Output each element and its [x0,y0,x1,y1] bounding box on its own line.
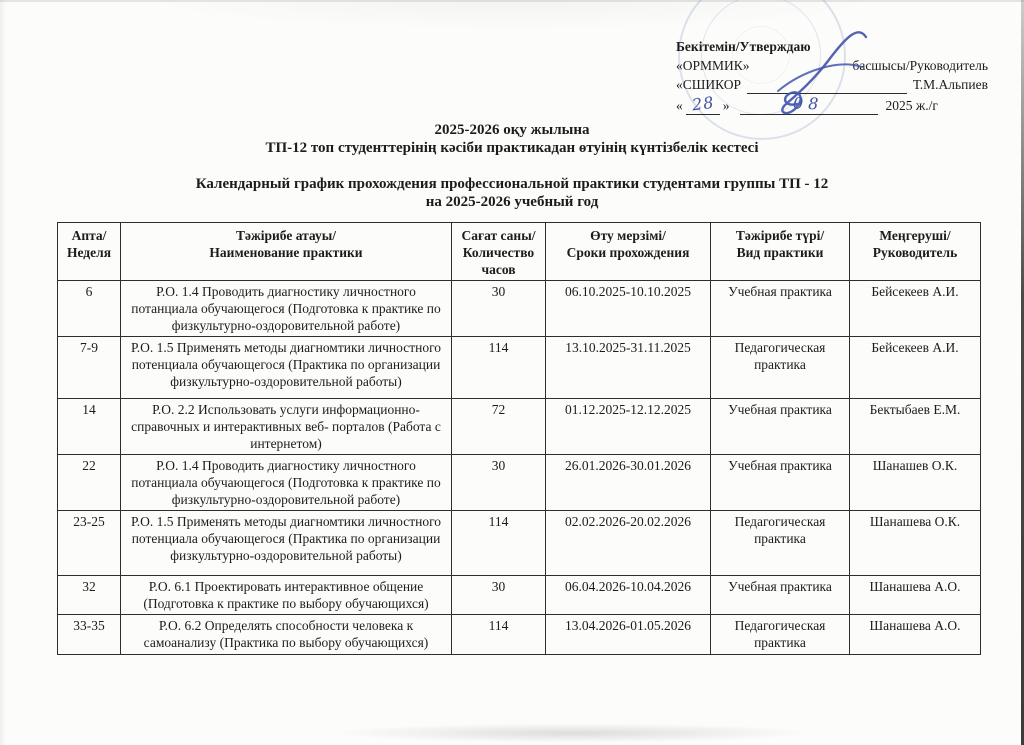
cell-supervisor: Бейсекеев А.И. [850,281,981,337]
title-kz-line1: 2025-2026 оқу жылына [434,122,590,138]
org-name-kz: «ОРММИК» [676,58,750,73]
header-hours: Сағат саны/ Количество часов [452,223,546,281]
cell-hours: 114 [452,511,546,576]
cell-hours: 114 [452,615,546,655]
cell-name: Р.О. 1.5 Применять методы диагномтики личностного потенциала обучающегося (Практика по организации физкультурно-оздоровительной работы) [121,511,452,576]
cell-supervisor: Бейсекеев А.И. [850,337,981,399]
cell-week: 14 [58,399,121,455]
document-titles [0,121,1024,211]
org-head-label: басшысы/Руководитель [852,58,988,73]
title-spacer [0,157,1024,175]
title-ru-line2: на 2025-2026 учебный год [425,194,599,210]
scan-edge-top [0,0,1024,2]
cell-week: 7-9 [58,337,121,399]
handwritten-month: 08 [792,93,824,114]
table-row [58,281,981,337]
cell-name: Р.О. 1.4 Проводить диагностику личностного потанциала обучающегося (Подготовка к практике по физкультурно-оздоровительной работе) [121,455,452,511]
cell-dates: 13.10.2025-31.11.2025 [546,337,711,399]
cell-dates: 06.10.2025-10.10.2025 [546,281,711,337]
practice-schedule-table [57,222,981,655]
director-name: Т.М.Альпиев [912,77,988,92]
cell-supervisor: Бектыбаев Е.М. [850,399,981,455]
cell-week: 22 [58,455,121,511]
cell-dates: 13.04.2026-01.05.2026 [546,615,711,655]
cell-name: Р.О. 1.4 Проводить диагностику личностного потанциала обучающегося (Подготовка к практике по физкультурно-оздоровительной работе) [121,281,452,337]
date-quote-open: « [676,98,683,113]
cell-supervisor: Шанашева А.О. [850,576,981,615]
cell-hours: 72 [452,399,546,455]
header-type: Тәжірибе түрі/ Вид практики [711,223,850,281]
cell-hours: 30 [452,281,546,337]
cell-dates: 06.04.2026-10.04.2026 [546,576,711,615]
cell-week: 33-35 [58,615,121,655]
date-month-line [740,94,878,115]
approval-title: Бекітемін/Утверждаю [676,39,811,54]
schedule-table-head [58,223,981,281]
handwritten-day: 28 [690,92,715,115]
title-kz-line2: ТП-12 топ студенттерінің кәсіби практикадан өтуінің күнтізбелік кестесі [265,140,759,156]
title-ru-line1: Календарный график прохождения профессиональной практики студентами группы ТП - 12 [195,176,829,192]
cell-supervisor: Шанашева А.О. [850,615,981,655]
cell-week: 23-25 [58,511,121,576]
cell-week: 6 [58,281,121,337]
cell-type: Педагогическая практика [711,337,850,399]
header-practice-name: Тәжірибе атауы/ Наименование практики [121,223,452,281]
date-year: 2025 ж./г [885,98,938,113]
table-row [58,615,981,655]
date-day-line [686,94,720,115]
cell-supervisor: Шанашев О.К. [850,455,981,511]
table-row [58,399,981,455]
schedule-table-body [58,281,981,655]
signature-line [747,78,907,94]
cell-hours: 30 [452,576,546,615]
cell-type: Учебная практика [711,399,850,455]
cell-hours: 30 [452,455,546,511]
cell-type: Педагогическая практика [711,615,850,655]
table-row [58,337,981,399]
cell-type: Учебная практика [711,281,850,337]
header-week: Апта/ Неделя [58,223,121,281]
cell-hours: 114 [452,337,546,399]
cell-dates: 02.02.2026-20.02.2026 [546,511,711,576]
header-dates: Өту мерзімі/ Сроки прохождения [546,223,711,281]
approval-block [676,37,988,115]
header-supervisor: Меңгеруші/ Руководитель [850,223,981,281]
cell-type: Педагогическая практика [711,511,850,576]
cell-supervisor: Шанашева О.К. [850,511,981,576]
cell-name: Р.О. 1.5 Применять методы диагномтики личностного потенциала обучающегося (Практика по организации физкультурно-оздоровительной работы) [121,337,452,399]
cell-type: Учебная практика [711,455,850,511]
cell-name: Р.О. 2.2 Использовать услуги информационно-справочных и интерактивных веб- порталов (Работа с интернетом) [121,399,452,455]
table-row [58,455,981,511]
cell-name: Р.О. 6.2 Определять способности человека к самоанализу (Практика по выбору обучающихся) [121,615,452,655]
cell-week: 32 [58,576,121,615]
cell-type: Учебная практика [711,576,850,615]
table-row [58,511,981,576]
table-row [58,576,981,615]
date-quote-close: » [722,98,730,113]
cell-dates: 01.12.2025-12.12.2025 [546,399,711,455]
cell-name: Р.О. 6.1 Проектировать интерактивное общение (Подготовка к практике по выбору обучающихся) [121,576,452,615]
school-name: «СШИКОР [676,77,742,92]
cell-dates: 26.01.2026-30.01.2026 [546,455,711,511]
header-row [58,223,981,281]
